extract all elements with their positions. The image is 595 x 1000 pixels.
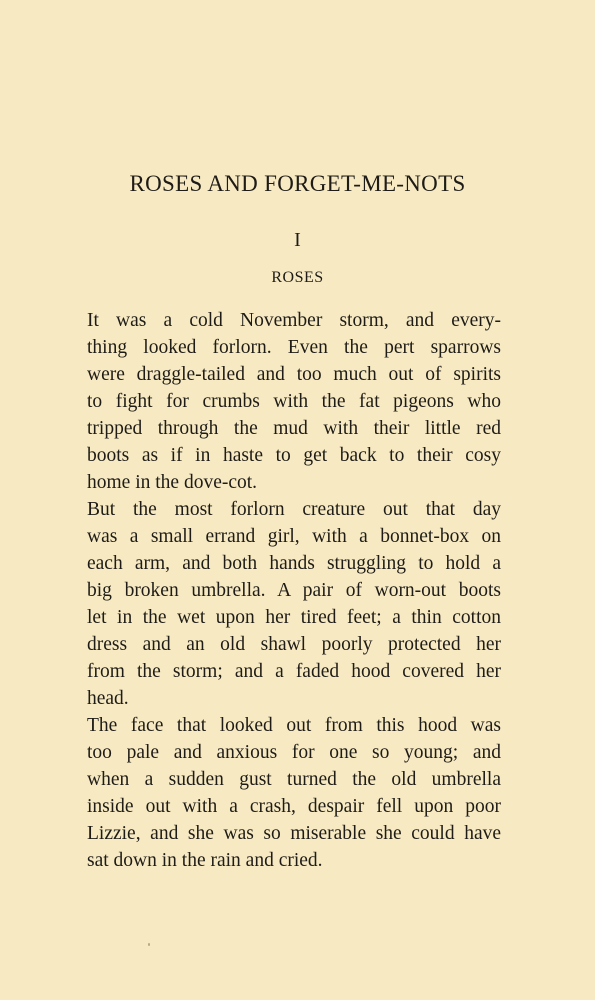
text-line: home in the dove-cot. <box>87 472 258 493</box>
text-line: was a small errand girl, with a bonnet-box on <box>87 526 501 547</box>
paper-speck <box>148 943 150 946</box>
text-line: thing looked forlorn. Even the pert sparrows <box>87 337 501 358</box>
text-line: let in the wet upon her tired feet; a thin cotton <box>87 607 501 628</box>
text-line: each arm, and both hands struggling to hold a <box>87 553 501 574</box>
text-line: were draggle-tailed and too much out of spirits <box>87 364 501 385</box>
text-line: tripped through the mud with their little red <box>87 418 501 439</box>
text-line: inside out with a crash, despair fell upon poor <box>87 796 501 817</box>
text-line: boots as if in haste to get back to their cosy <box>87 445 501 466</box>
paragraph-2 <box>87 496 501 712</box>
text-line: dress and an old shawl poorly protected her <box>87 634 501 655</box>
text-line: But the most forlorn creature out that day <box>87 499 501 520</box>
text-line: sat down in the rain and cried. <box>87 850 323 871</box>
text-line: from the storm; and a faded hood covered her <box>87 661 501 682</box>
chapter-title: ROSES <box>271 269 324 286</box>
text-line: The face that looked out from this hood was <box>87 715 501 736</box>
paragraph-1 <box>87 307 501 496</box>
text-line: to fight for crumbs with the fat pigeons who <box>87 391 501 412</box>
text-line: Lizzie, and she was so miserable she could have <box>87 823 501 844</box>
paragraph-3 <box>87 712 501 874</box>
chapter-number: I <box>294 229 301 251</box>
text-line: It was a cold November storm, and every- <box>87 310 501 331</box>
text-line: too pale and anxious for one so young; and <box>87 742 501 763</box>
text-line: head. <box>87 688 129 709</box>
book-title: ROSES AND FORGET-ME-NOTS <box>129 171 466 196</box>
body-text <box>87 307 501 874</box>
text-line: when a sudden gust turned the old umbrella <box>87 769 501 790</box>
text-line: big broken umbrella. A pair of worn-out boots <box>87 580 501 601</box>
